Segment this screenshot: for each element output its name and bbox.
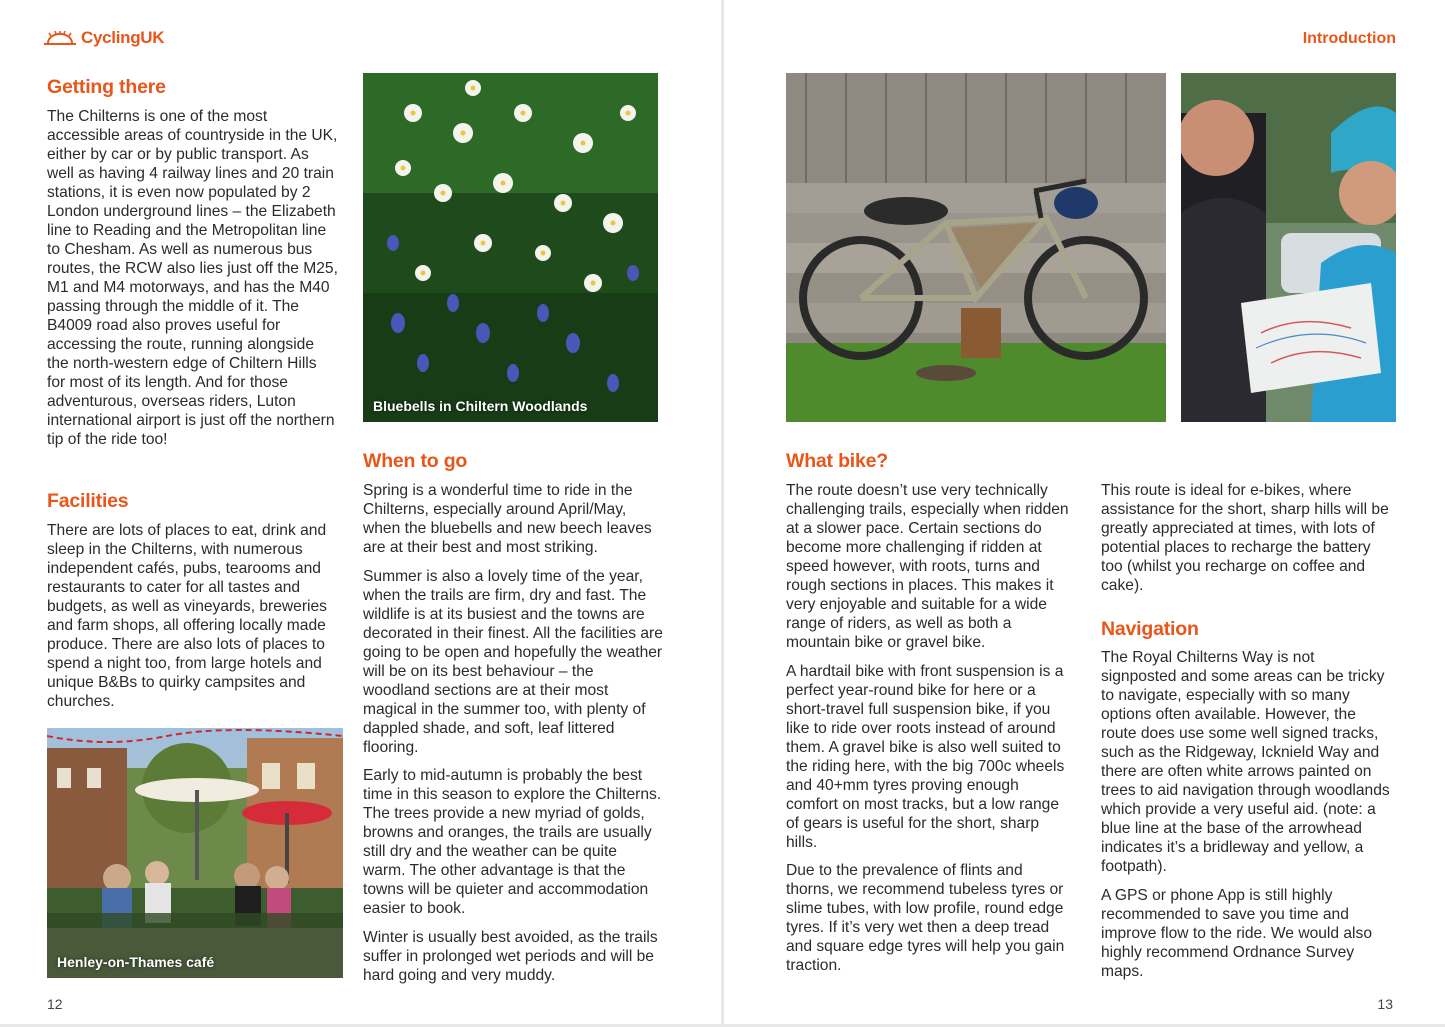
logo-text: CyclingUK: [81, 28, 165, 47]
when-to-go-paragraph: Spring is a wonderful time to ride in the Chilterns, especially around April/May, when the bluebells and new beech leaves are at their best and most striking.: [363, 482, 652, 556]
navigation-body: [1101, 648, 1393, 990]
what-bike-paragraph: The route doesn’t use very technically challenging trails, especially when ridden at a slower pace. Certain sections do become more challenging if ridden at speed however, with roots, turns and rough sections in places. This makes it very enjoyable and suitable for a wide range of riders, as well as both a mountain bike or gravel bike.: [786, 482, 1069, 651]
bluebells-photo: [363, 73, 658, 422]
getting-there-body: The Chilterns is one of the most accessible areas of countryside in the UK, either by car or by public transport. As well as having 4 railway lines and 20 train stations, it is even now populated by 2 London underground lines – the Elizabeth line to Reading and the Metropolitan line to Chesham. As well as numerous bus routes, the RCW also lies just off the M25, M1 and M4 motorways, and has the M40 passing through the middle of it. The B4009 road also proves useful for accessing the route, running alongside the north-western edge of Chiltern Hills for most of its length. And for those adventurous, overseas riders, Luton international airport is just off the northern tip of the ride too!: [47, 108, 338, 448]
when-to-go-paragraph: Winter is usually best avoided, as the trails suffer in prolonged wet periods and will be hard going and very muddy.: [363, 928, 658, 984]
facilities-body: There are lots of places to eat, drink and sleep in the Chilterns, with numerous independent cafés, pubs, tearooms and restaurants to cater for all tastes and budgets, as well as vineyards, breweries and farm shops, all offering locally made produce. There are also lots of places to spend a night too, from large hotels and unique B&Bs to quirky campsites and churches.: [47, 522, 327, 710]
navigation-paragraph: A GPS or phone App is still highly recommended to save you time and improve flow to the ride. We would also highly recommend Ordnance Survey maps.: [1101, 886, 1372, 980]
what-bike-paragraph: Due to the prevalence of flints and thorns, we recommend tubeless tyres or slime tubes, with low profile, round edge tyres. If it’s very wet then a deep tread and square edge tyres will help you gain traction.: [786, 862, 1065, 974]
bluebells-illustration: [363, 73, 658, 422]
what-bike-paragraph: A hardtail bike with front suspension is a perfect year-round bike for here or a short-travel full suspension bike, if you like to ride over roots instead of around them. A gravel bike is also well suited to the riding here, with the big 700c wheels and 40+mm tyres proving enough comfort on most tracks, but a low range of gears is useful for the short, sharp hills.: [786, 662, 1065, 851]
gravel-bike-photo: [786, 73, 1166, 422]
henley-cafe-caption: Henley-on-Thames café: [57, 954, 215, 970]
when-to-go-heading: When to go: [363, 450, 468, 472]
page-number-left: 12: [47, 996, 63, 1012]
right-page: [724, 0, 1445, 1024]
cyclinguk-logo: [42, 28, 164, 48]
left-page: [0, 0, 721, 1024]
riders-map-illustration: [1181, 73, 1396, 422]
section-label: Introduction: [1302, 30, 1396, 47]
henley-cafe-photo: [47, 728, 343, 978]
riders-map-photo: [1181, 73, 1396, 422]
henley-cafe-illustration: [47, 728, 343, 978]
when-to-go-body: [363, 481, 663, 994]
ebikes-text: This route is ideal for e-bikes, where assistance for the short, sharp hills will be greatly appreciated at times, with lots of potential places to recharge the battery too (whilst you recharge on coffee and cake).: [1101, 482, 1389, 594]
when-to-go-paragraph: Early to mid-autumn is probably the best time in this season to explore the Chilterns. The trees provide a new myriad of golds, browns and oranges, the trails are usually still dry and the weather can be quite warm. The other advantage is that the towns will be quieter and accommodation easier to book.: [363, 767, 662, 917]
sun-arc-icon: [42, 31, 78, 45]
getting-there-heading: Getting there: [47, 76, 166, 98]
facilities-heading: Facilities: [47, 490, 129, 512]
navigation-heading: Navigation: [1101, 618, 1199, 640]
gravel-bike-illustration: [786, 73, 1166, 422]
page-number-right: 13: [1377, 996, 1393, 1012]
bluebells-caption: Bluebells in Chiltern Woodlands: [373, 398, 588, 414]
what-bike-heading: What bike?: [786, 450, 889, 472]
navigation-paragraph: The Royal Chilterns Way is not signposted and some areas can be tricky to navigate, especially with so many options often available. However, the route does use some well signed tracks, such as the Ridgeway, Icknield Way and there are often white arrows painted on trees to aid navigation through woodlands which provide a very useful aid. (note: a blue line at the base of the arrowhead indicates it’s a bridleway and yellow, a footpath).: [1101, 649, 1390, 875]
when-to-go-paragraph: Summer is also a lovely time of the year, when the trails are firm, dry and fast. The wildlife is at its busiest and the towns are decorated in their finest. All the facilities are going to be open and hopefully the weather will be on its best behaviour – the woodland sections are at their most magical in the summer too, with plenty of dappled shade, and soft, leaf littered flooring.: [363, 567, 663, 756]
what-bike-body: [786, 481, 1074, 985]
